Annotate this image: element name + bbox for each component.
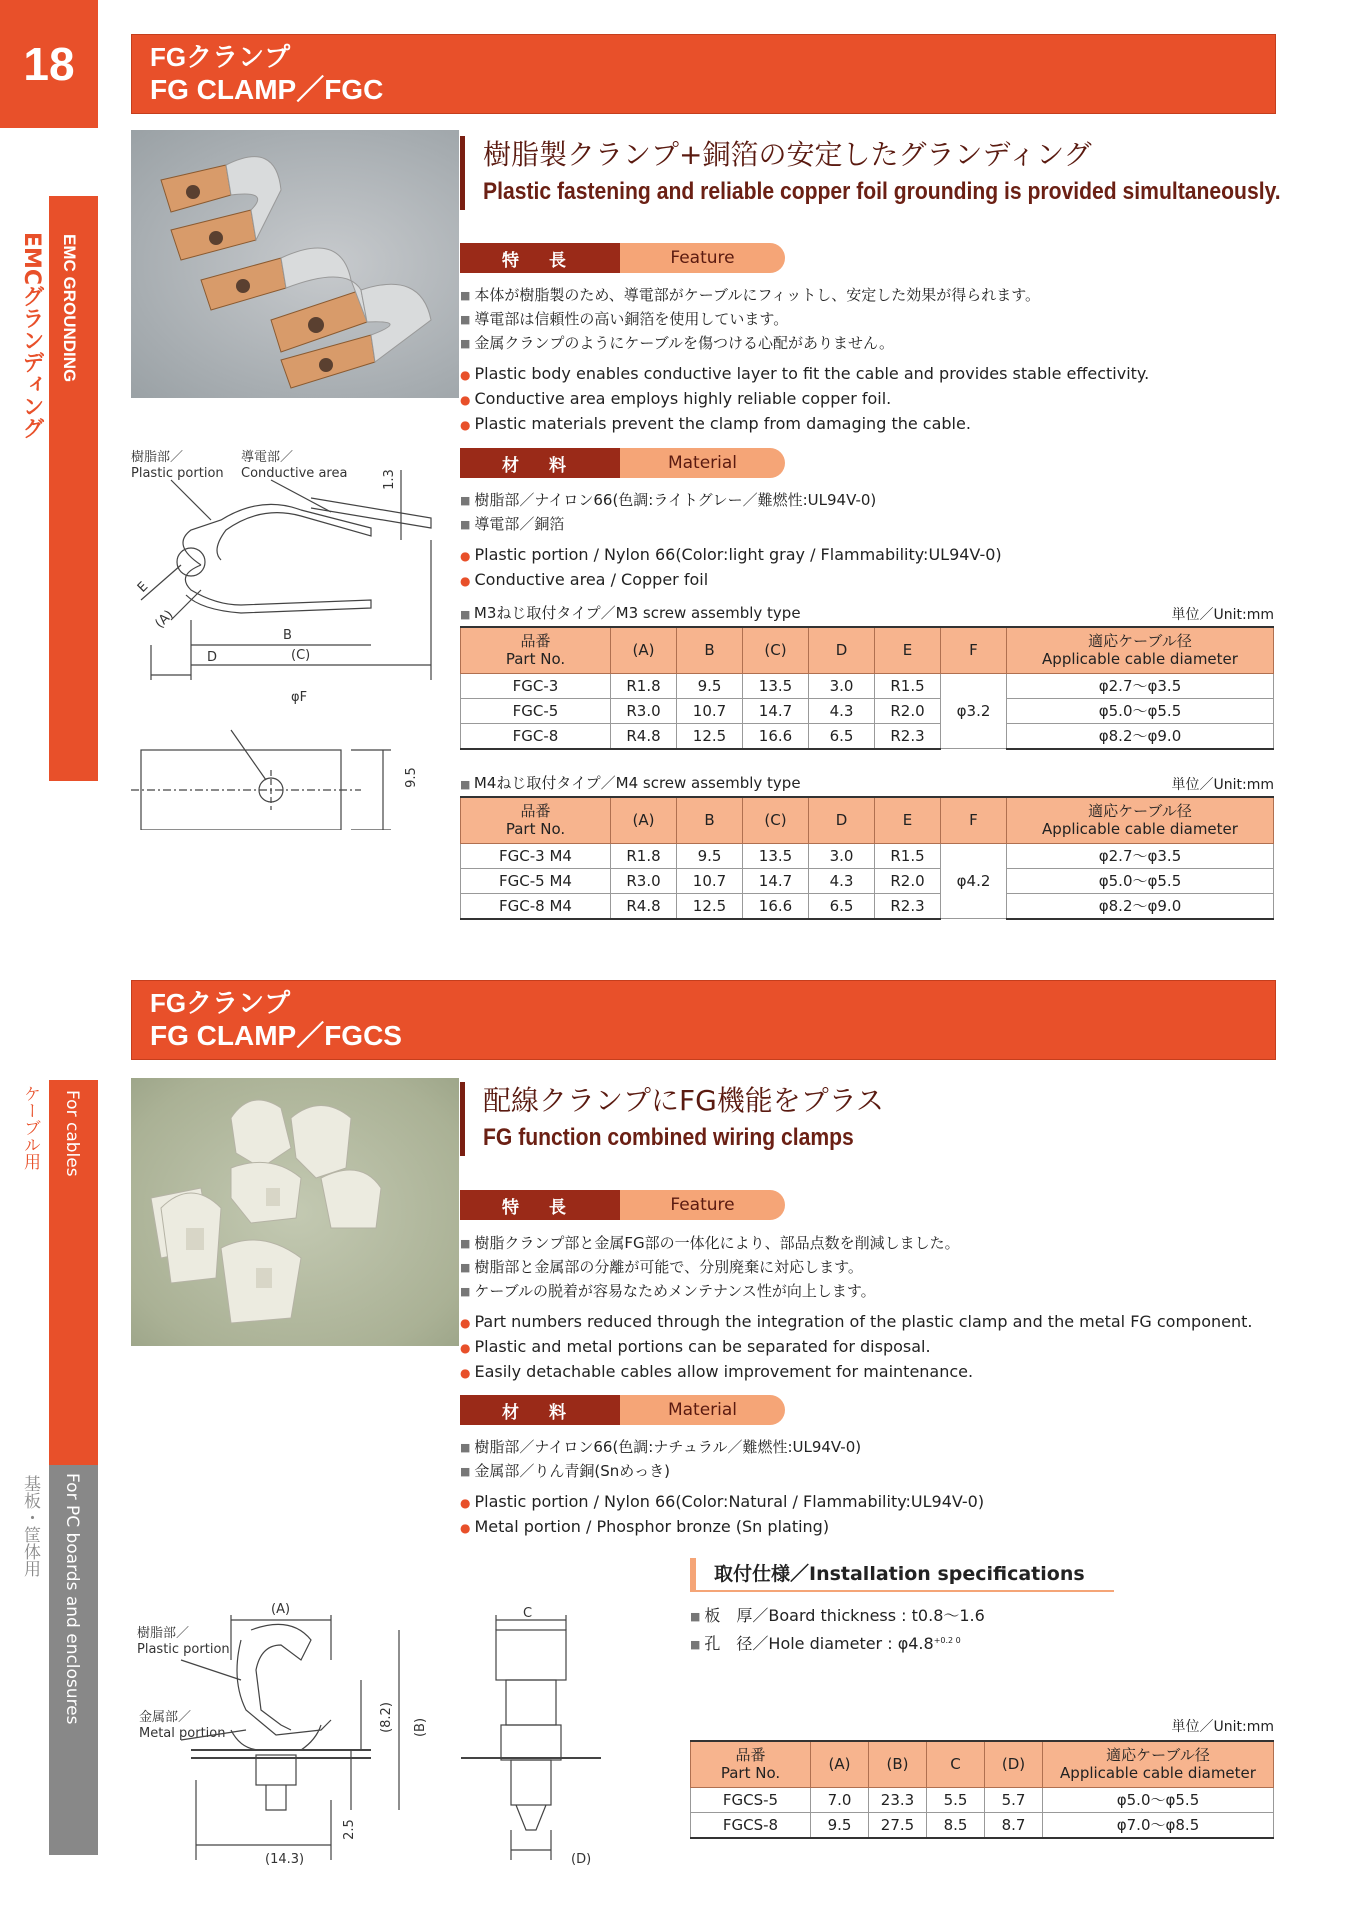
table-m3 <box>460 626 1274 750</box>
side-tab-emc <box>49 196 98 781</box>
table-m3-caption: ■ M3ねじ取付タイプ／M3 screw assembly type <box>460 604 801 622</box>
material-en-item: ● Plastic portion / Nylon 66(Color:light gray / Flammability:UL94V-0) <box>460 543 1280 568</box>
material-en-item: ● Conductive area / Copper foil <box>460 568 1280 593</box>
diag-dim-95: 9.5 <box>403 767 419 788</box>
diag-dim-b: B <box>283 628 292 643</box>
install-specs <box>690 1604 985 1657</box>
diag2-82: (8.2) <box>378 1702 394 1733</box>
section2-title-jp: FGクランプ <box>150 988 291 1018</box>
section2-heading-en: FG function combined wiring clamps <box>483 1124 854 1151</box>
side-cables-jp: ケーブル用 <box>20 1085 40 1170</box>
section2-features <box>460 1232 1280 1385</box>
diag-plastic-en: Plastic portion <box>131 466 224 481</box>
section1-header <box>131 34 1276 114</box>
section1-title-en: FG CLAMP／FGC <box>150 74 384 105</box>
install-board: ■ 板 厚／Board thickness : t0.8〜1.6 <box>690 1604 985 1629</box>
install-hole: ■ 孔 径／Hole diameter : φ4.8 <box>690 1634 934 1653</box>
feature-jp-item: ■ ケーブルの脱着が容易なためメンテナンス性が向上します。 <box>460 1280 1280 1304</box>
table-m4-caption: ■ M4ねじ取付タイプ／M4 screw assembly type <box>460 774 801 792</box>
section1-feature-pill <box>460 243 785 273</box>
material-jp-item: ■ 樹脂部／ナイロン66(色調:ナチュラル／難燃性:UL94V-0) <box>460 1436 1280 1460</box>
install-hole-tol: +0.2 0 <box>933 1636 961 1645</box>
section1-features <box>460 284 1280 437</box>
diag-dim-f: φF <box>291 690 308 705</box>
section2-material-jp: 材 料 <box>460 1395 620 1425</box>
th-cable: 適応ケーブル径 Applicable cable diameter <box>1007 627 1274 673</box>
section2-heading-jp: 配線クランプにFG機能をプラス <box>483 1084 884 1117</box>
fgc-product-photo <box>131 130 459 398</box>
section2-feature-en: Feature <box>620 1190 785 1220</box>
f-value: φ4.2 <box>941 843 1007 919</box>
th-d: D <box>809 797 875 843</box>
side-tab-cables <box>49 1080 98 1465</box>
diag2-plastic-jp: 樹脂部／ <box>137 1626 190 1641</box>
section2-title-en: FG CLAMP／FGCS <box>150 1020 402 1051</box>
feature-en-item: ● Conductive area employs highly reliable copper foil. <box>460 387 1280 412</box>
feature-en-item: ● Easily detachable cables allow improvement for maintenance. <box>460 1360 1280 1385</box>
th-d: D <box>809 627 875 673</box>
section2-material-pill <box>460 1395 785 1425</box>
diag-conductive-en: Conductive area <box>241 466 348 481</box>
f-value: φ3.2 <box>941 673 1007 749</box>
side-emc-en: EMC GROUNDING <box>60 234 79 383</box>
th-part: 品番 Part No. <box>691 1741 811 1787</box>
side-tab-pc <box>49 1465 98 1855</box>
diag-dim-a: (A) <box>152 607 177 632</box>
feature-en-item: ● Plastic and metal portions can be separated for disposal. <box>460 1335 1280 1360</box>
th-part: 品番 Part No. <box>461 797 611 843</box>
diag-dim-e: E <box>134 579 152 596</box>
diag-dim-c: (C) <box>291 648 311 663</box>
side-cables-en: For cables <box>62 1090 82 1177</box>
diag-plastic-jp: 樹脂部／ <box>131 450 184 465</box>
th-a: (A) <box>811 1741 869 1787</box>
diag2-metal-en: Metal portion <box>139 1726 226 1741</box>
diag2-143: (14.3) <box>265 1852 305 1867</box>
section1-heading <box>460 136 1303 210</box>
th-f: F <box>941 797 1007 843</box>
section1-material-en: Material <box>620 448 785 478</box>
table-m3-unit: 単位／Unit:mm <box>1171 607 1274 623</box>
feature-en-item: ● Part numbers reduced through the integration of the plastic clamp and the metal FG component. <box>460 1310 1280 1335</box>
diag2-25: 2.5 <box>341 1819 357 1840</box>
th-b: (B) <box>869 1741 927 1787</box>
section1-heading-en: Plastic fastening and reliable copper foil grounding is provided simultaneously. <box>483 178 1281 205</box>
th-c: (C) <box>743 797 809 843</box>
th-part: 品番 Part No. <box>461 627 611 673</box>
table-fgcs <box>690 1740 1274 1839</box>
feature-en-item: ● Plastic materials prevent the clamp from damaging the cable. <box>460 412 1280 437</box>
diag-conductive-jp: 導電部／ <box>241 450 294 465</box>
install-hole-line <box>690 1629 985 1657</box>
diag2-plastic-en: Plastic portion <box>137 1642 230 1657</box>
side-pc-jp: 基板・筐体用 <box>20 1475 40 1577</box>
section1-material-jp: 材 料 <box>460 448 620 478</box>
table-row: FGCS-5 7.0 23.3 5.5 5.7 φ5.0〜φ5.5 <box>691 1787 1274 1812</box>
page-number: 18 <box>0 0 98 128</box>
table-row: FGC-3 M4 R1.8 9.5 13.5 3.0 R1.5 φ4.2 φ2.7〜φ3.5 <box>461 843 1274 868</box>
material-jp-item: ■ 導電部／銅箔 <box>460 513 1280 537</box>
table-row: FGC-8 R4.8 12.5 16.6 6.5 R2.3 φ8.2〜φ9.0 <box>461 723 1274 749</box>
diag2-a: (A) <box>271 1602 291 1617</box>
table-fgcs-unit: 単位／Unit:mm <box>1171 1719 1274 1735</box>
th-e: E <box>875 797 941 843</box>
side-emc-jp: EMCグランディング <box>19 232 44 440</box>
material-en-item: ● Metal portion / Phosphor bronze (Sn plating) <box>460 1515 1280 1540</box>
section2-header <box>131 980 1276 1060</box>
section1-materials <box>460 489 1280 593</box>
th-d: (D) <box>985 1741 1043 1787</box>
diag-dim-13: 1.3 <box>381 469 397 490</box>
section1-heading-jp: 樹脂製クランプ+銅箔の安定したグランディング <box>483 138 1092 171</box>
th-c: C <box>927 1741 985 1787</box>
install-title: 取付仕様／Installation specifications <box>690 1558 1114 1592</box>
diag-dim-d: D <box>207 650 218 665</box>
th-a: (A) <box>611 797 677 843</box>
feature-jp-item: ■ 本体が樹脂製のため、導電部がケーブルにフィットし、安定した効果が得られます。 <box>460 284 1280 308</box>
th-b: B <box>677 797 743 843</box>
table-row: FGC-5 R3.0 10.7 14.7 4.3 R2.0 φ5.0〜φ5.5 <box>461 698 1274 723</box>
th-e: E <box>875 627 941 673</box>
fgcs-dimension-diagram <box>131 1600 671 1870</box>
diag2-c: C <box>523 1606 533 1621</box>
th-f: F <box>941 627 1007 673</box>
feature-jp-item: ■ 金属クランプのようにケーブルを傷つける心配がありません。 <box>460 332 1280 356</box>
section2-heading <box>460 1082 1303 1156</box>
material-jp-item: ■ 金属部／りん青銅(Snめっき) <box>460 1460 1280 1484</box>
table-m4 <box>460 796 1274 920</box>
diag2-metal-jp: 金属部／ <box>139 1710 192 1725</box>
section2-material-en: Material <box>620 1395 785 1425</box>
feature-jp-item: ■ 樹脂クランプ部と金属FG部の一体化により、部品点数を削減しました。 <box>460 1232 1280 1256</box>
section2-feature-jp: 特 長 <box>460 1190 620 1220</box>
th-b: B <box>677 627 743 673</box>
table-row: FGC-3 R1.8 9.5 13.5 3.0 R1.5 φ3.2 φ2.7〜φ3.5 <box>461 673 1274 698</box>
feature-en-item: ● Plastic body enables conductive layer to fit the cable and provides stable effectivity. <box>460 362 1280 387</box>
side-pc-en: For PC boards and enclosures <box>62 1473 82 1725</box>
table-row: FGC-5 M4 R3.0 10.7 14.7 4.3 R2.0 φ5.0〜φ5.5 <box>461 868 1274 893</box>
section1-feature-jp: 特 長 <box>460 243 620 273</box>
table-row: FGC-8 M4 R4.8 12.5 16.6 6.5 R2.3 φ8.2〜φ9.0 <box>461 893 1274 919</box>
section1-feature-en: Feature <box>620 243 785 273</box>
table-m4-unit: 単位／Unit:mm <box>1171 777 1274 793</box>
section1-title-jp: FGクランプ <box>150 42 291 72</box>
th-a: (A) <box>611 627 677 673</box>
material-jp-item: ■ 樹脂部／ナイロン66(色調:ライトグレー／難燃性:UL94V-0) <box>460 489 1280 513</box>
section2-feature-pill <box>460 1190 785 1220</box>
th-c: (C) <box>743 627 809 673</box>
section2-materials <box>460 1436 1280 1540</box>
section1-material-pill <box>460 448 785 478</box>
diag2-d: (D) <box>571 1852 592 1867</box>
diag2-b: (B) <box>413 1717 429 1738</box>
th-cable: 適応ケーブル径 Applicable cable diameter <box>1007 797 1274 843</box>
fgcs-product-photo <box>131 1078 459 1346</box>
feature-jp-item: ■ 導電部は信頼性の高い銅箔を使用しています。 <box>460 308 1280 332</box>
th-cable: 適応ケーブル径 Applicable cable diameter <box>1043 1741 1274 1787</box>
feature-jp-item: ■ 樹脂部と金属部の分離が可能で、分別廃棄に対応します。 <box>460 1256 1280 1280</box>
material-en-item: ● Plastic portion / Nylon 66(Color:Natural / Flammability:UL94V-0) <box>460 1490 1280 1515</box>
fgc-dimension-diagram <box>131 450 451 830</box>
table-row: FGCS-8 9.5 27.5 8.5 8.7 φ7.0〜φ8.5 <box>691 1812 1274 1838</box>
